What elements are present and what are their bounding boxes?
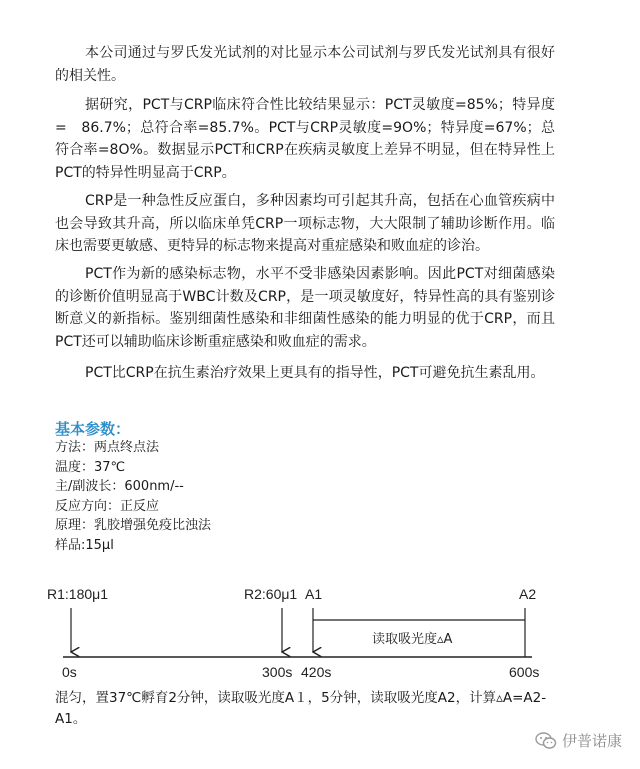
a2-label: A2 <box>519 586 537 602</box>
intro-paragraph: 本公司通过与罗氏发光试剂的对比显示本公司试剂与罗氏发光试剂具有很好的相关性。 <box>55 45 555 84</box>
wechat-icon <box>535 732 557 750</box>
r2-label: R2:60μ1 <box>244 586 298 602</box>
crp-paragraph: CRP是一种急性反应蛋白，多种因素均可引起其升高，包括在心血管疾病中也会导致其升高，所以临床单凭CRP一项标志物，大大限制了辅助诊断作用。临床也需要更敏感、更特异的标志物来提高对重症感染和败血症的诊治。 <box>55 193 555 254</box>
t0-label: 0s <box>62 664 77 680</box>
comparison-paragraph: 据研究，PCT与CRP临床符合性比较结果显示：PCT灵敏度=85%；特异度= 86.7%；总符合率=85.7%。PCT与CRP灵敏度=9O%；特异度=67%；总符合率=8O%。数据显示PCT和CRP在疾病灵敏度上差异不明显，但在特异性上PCT的特异性明显高于CRP。 <box>55 97 555 181</box>
param-method: 方法：两点终点法 <box>55 440 160 455</box>
param-direction: 反应方向：正反应 <box>55 498 160 514</box>
params-list <box>55 438 211 555</box>
pct-paragraph: PCT作为新的感染标志物，水平不受非感染因素影响。因此PCT对细菌感染的诊断价值明显高于WBC计数及CRP，是一项灵敏度好，特异性高的具有鉴别诊断意义的新指标。鉴别细菌性感染和非细菌性感染的能力明显的优于CRP，而且PCT还可以辅助临床诊断重症感染和败血症的需求。 <box>55 266 555 350</box>
bracket-label: 读取吸光度▵A <box>372 632 453 647</box>
param-wavelength: 主/副波长：600nm/-- <box>55 479 184 494</box>
t420-label: 420s <box>301 664 332 680</box>
t300-label: 300s <box>262 664 293 680</box>
watermark <box>535 730 622 751</box>
param-principle: 原理：乳胶增强免疫比浊法 <box>55 518 212 533</box>
param-sample: 样品:15μl <box>55 537 114 553</box>
a1-label: A1 <box>305 586 323 602</box>
params-title: 基本参数： <box>55 420 131 438</box>
antibiotic-paragraph: PCT比CRP在抗生素治疗效果上更具有的指导性，PCT可避免抗生素乱用。 <box>85 365 545 381</box>
watermark-text: 伊普诺康 <box>561 732 622 750</box>
r1-label: R1:180μ1 <box>47 586 108 602</box>
procedure-note: 混匀，置37℃孵育2分钟，读取吸光度A１，5分钟，读取吸光度A2，计算▵A=A2-A1。 <box>55 690 547 727</box>
reaction-timeline <box>0 575 640 685</box>
param-temperature: 温度：37℃ <box>55 459 126 475</box>
t600-label: 600s <box>509 664 540 680</box>
